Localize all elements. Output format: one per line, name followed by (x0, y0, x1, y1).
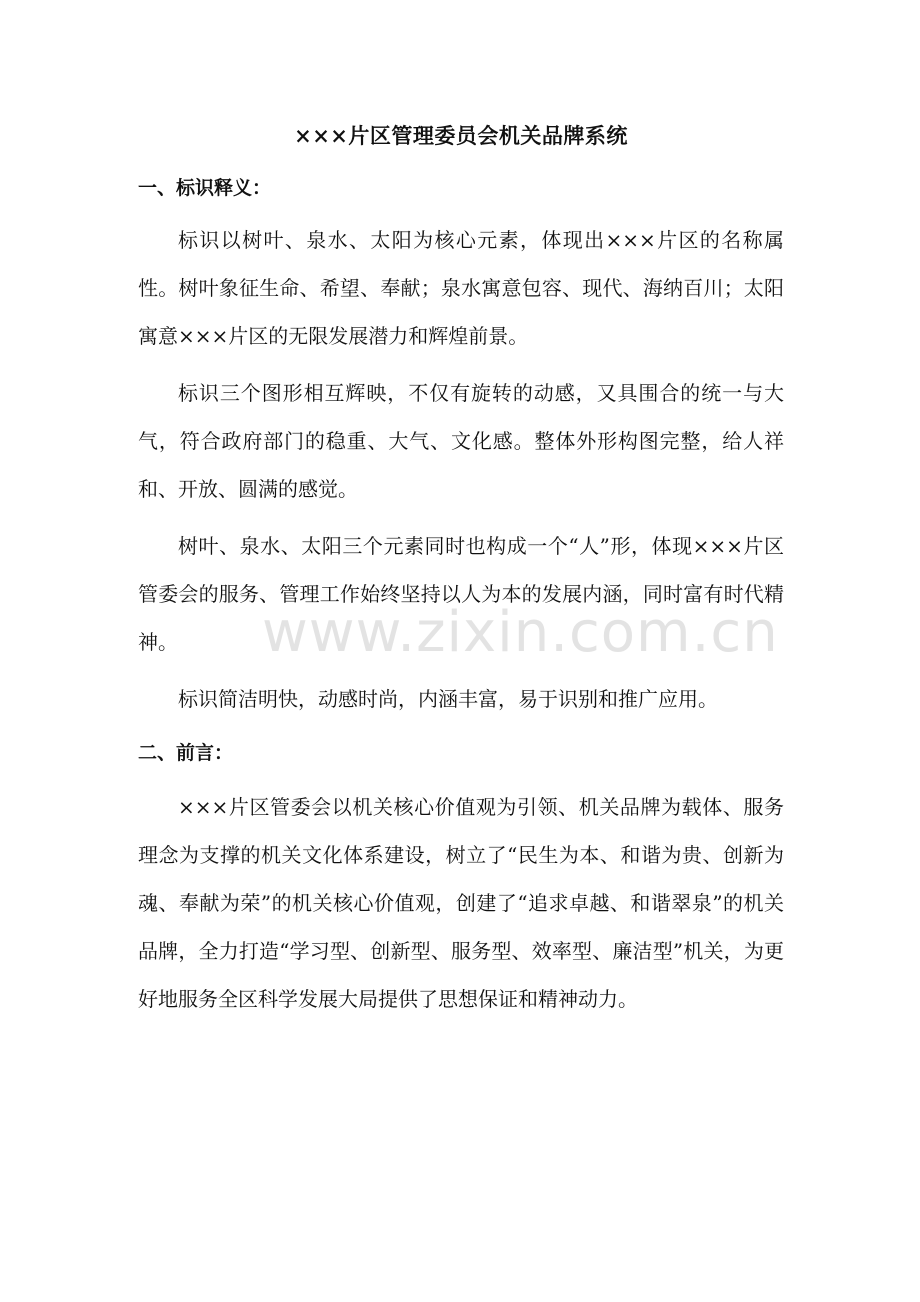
paragraph-preface: ×××片区管委会以机关核心价值观为引领、机关品牌为载体、服务理念为支撑的机关文化体系建设，树立了“民生为本、和谐为贵、创新为魂、奉献为荣”的机关核心价值观，创建了“追求卓越、和谐翠泉”的机关品牌，全力打造“学习型、创新型、服务型、效率型、廉洁型”机关，为更好地服务全区科学发展大局提供了思想保证和精神动力。 (138, 795, 784, 1011)
section-heading-logo-meaning: 一、标识释义： (138, 177, 272, 199)
document-body (138, 118, 784, 1032)
section-heading-preface: 二、前言： (138, 742, 234, 764)
document-title: ×××片区管理委员会机关品牌系统 (294, 123, 628, 148)
site-watermark: www.zixin.com.cn (262, 600, 779, 665)
paragraph-logo-composition: 标识三个图形相互辉映，不仅有旋转的动感，又具围合的统一与大气，符合政府部门的稳重、大气、文化感。整体外形构图完整，给人祥和、开放、圆满的感觉。 (138, 381, 784, 501)
paragraph-logo-summary: 标识简洁明快，动感时尚，内涵丰富，易于识别和推广应用。 (178, 687, 718, 711)
paragraph-logo-elements: 标识以树叶、泉水、太阳为核心元素，体现出×××片区的名称属性。树叶象征生命、希望、奉献；泉水寓意包容、现代、海纳百川；太阳寓意×××片区的无限发展潜力和辉煌前景。 (138, 228, 784, 348)
paragraph-logo-human-form: 树叶、泉水、太阳三个元素同时也构成一个“人”形，体现×××片区管委会的服务、管理工作始终坚持以人为本的发展内涵，同时富有时代精神。 (138, 534, 784, 654)
